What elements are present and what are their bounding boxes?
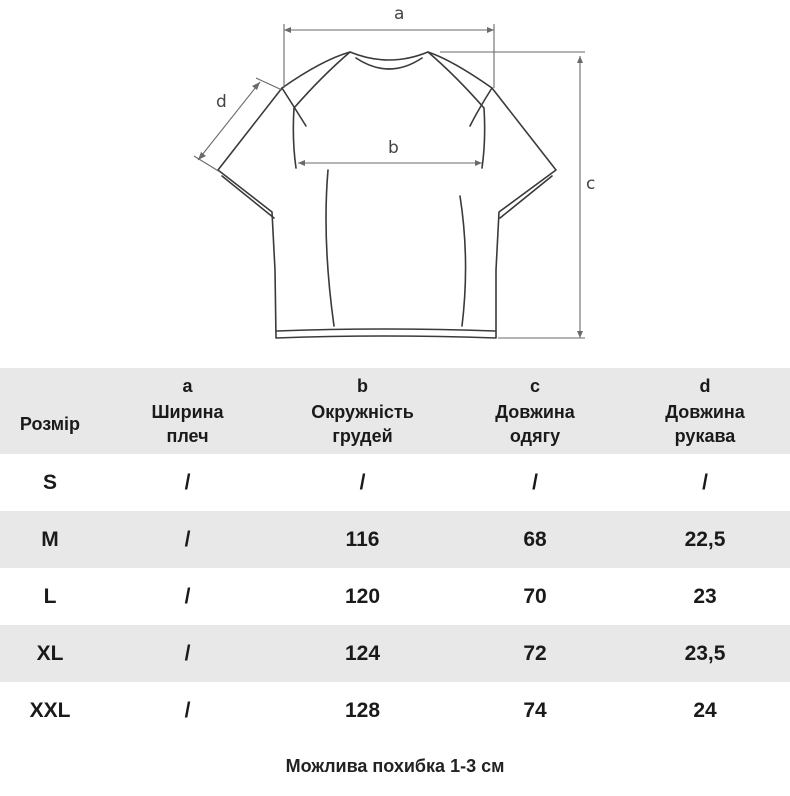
bottom-hem bbox=[277, 329, 495, 331]
value-cell-b: 124 bbox=[344, 641, 381, 665]
column-header-a: a Ширина плеч bbox=[151, 376, 224, 446]
tshirt-outline bbox=[0, 0, 790, 368]
value-cell-d: / bbox=[702, 470, 708, 494]
left-raglan-seam bbox=[293, 52, 350, 168]
size-cell: S bbox=[42, 470, 57, 494]
size-cell: XXL bbox=[29, 698, 71, 722]
value-cell-a: / bbox=[184, 698, 191, 722]
tshirt-body-outline bbox=[218, 52, 556, 338]
right-shoulder-seam bbox=[470, 88, 492, 126]
table-row-m bbox=[0, 511, 790, 568]
value-cell-a: / bbox=[184, 527, 191, 551]
size-chart-table bbox=[0, 368, 790, 739]
value-cell-c: 68 bbox=[523, 527, 547, 551]
tolerance-note: Можлива похибка 1-3 см bbox=[285, 756, 505, 776]
table-row-l bbox=[0, 568, 790, 625]
dim-label-c: c bbox=[586, 174, 596, 194]
value-cell-c: 70 bbox=[523, 584, 547, 608]
dim-label-d: d bbox=[216, 92, 227, 112]
value-cell-c: 72 bbox=[523, 641, 547, 665]
right-raglan-seam bbox=[428, 52, 485, 168]
left-sleeve-hem bbox=[222, 176, 274, 218]
size-cell: XL bbox=[36, 641, 64, 665]
value-cell-d: 24 bbox=[693, 698, 717, 722]
dim-label-a: a bbox=[394, 4, 405, 24]
size-column-header: Розмір bbox=[19, 414, 81, 434]
value-cell-d: 23,5 bbox=[684, 641, 726, 665]
value-cell-b: 128 bbox=[344, 698, 381, 722]
table-row-xl bbox=[0, 625, 790, 682]
value-cell-c: / bbox=[532, 470, 538, 494]
dim-label-b: b bbox=[388, 138, 399, 158]
table-row-s bbox=[0, 454, 790, 511]
value-cell-d: 23 bbox=[693, 584, 717, 608]
value-cell-c: 74 bbox=[523, 698, 547, 722]
value-cell-d: 22,5 bbox=[684, 527, 726, 551]
table-header-row bbox=[0, 368, 790, 454]
size-cell: M bbox=[41, 527, 59, 551]
value-cell-a: / bbox=[184, 641, 191, 665]
right-side-dart bbox=[460, 196, 466, 326]
value-cell-b: 116 bbox=[345, 527, 380, 551]
size-cell: L bbox=[43, 584, 57, 608]
column-header-b: b Окружність грудей bbox=[311, 376, 414, 446]
value-cell-b: 120 bbox=[344, 584, 381, 608]
value-cell-b: / bbox=[359, 470, 366, 494]
left-side-dart bbox=[326, 170, 334, 326]
column-header-c: c Довжина одягу bbox=[495, 376, 575, 446]
column-header-d: d Довжина рукава bbox=[665, 376, 745, 446]
table-row-xxl bbox=[0, 682, 790, 739]
value-cell-a: / bbox=[184, 584, 191, 608]
tshirt-diagram bbox=[0, 0, 790, 368]
value-cell-a: / bbox=[184, 470, 191, 494]
right-sleeve-hem bbox=[500, 176, 552, 218]
